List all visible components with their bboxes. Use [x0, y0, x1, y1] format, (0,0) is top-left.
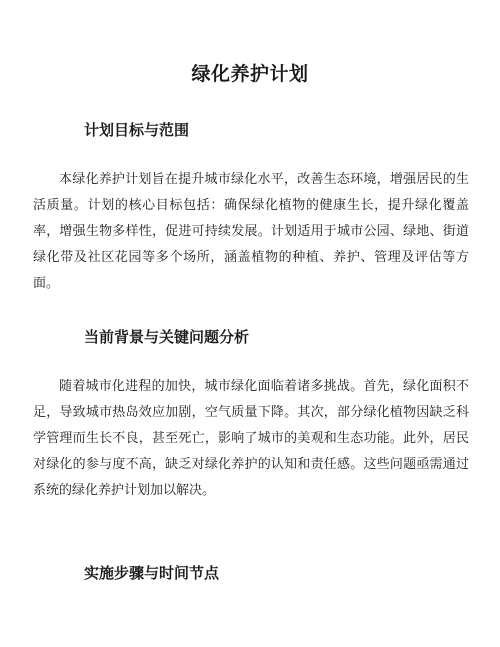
- section-body-background: 随着城市化进程的加快，城市绿化面临着诸多挑战。首先，绿化面积不足，导致城市热岛效应加剧，空气质量下降。其次，部分绿化植物因缺乏科学管理而生长不良，甚至死亡，影响了城市的美观和生态功能。此外，居民对绿化的参与度不高，缺乏对绿化养护的认知和责任感。这些问题亟需通过系统的绿化养护计划加以解决。: [33, 379, 469, 498]
- section-heading-background: 当前背景与关键问题分析: [84, 328, 250, 346]
- section-heading-goals: 计划目标与范围: [84, 121, 190, 139]
- section-body-goals: 本绿化养护计划旨在提升城市绿化水平，改善生态环境，增强居民的生活质量。计划的核心目标包括：确保绿化植物的健康生长，提升绿化覆盖率，增强生物多样性，促进可持续发展。计划适用于城市公园、绿地、街道绿化带及社区花园等多个场所，涵盖植物的种植、养护、管理及评估等方面。: [33, 172, 469, 291]
- document-title: 绿化养护计划: [191, 63, 309, 85]
- section-heading-steps: 实施步骤与时间节点: [84, 564, 220, 582]
